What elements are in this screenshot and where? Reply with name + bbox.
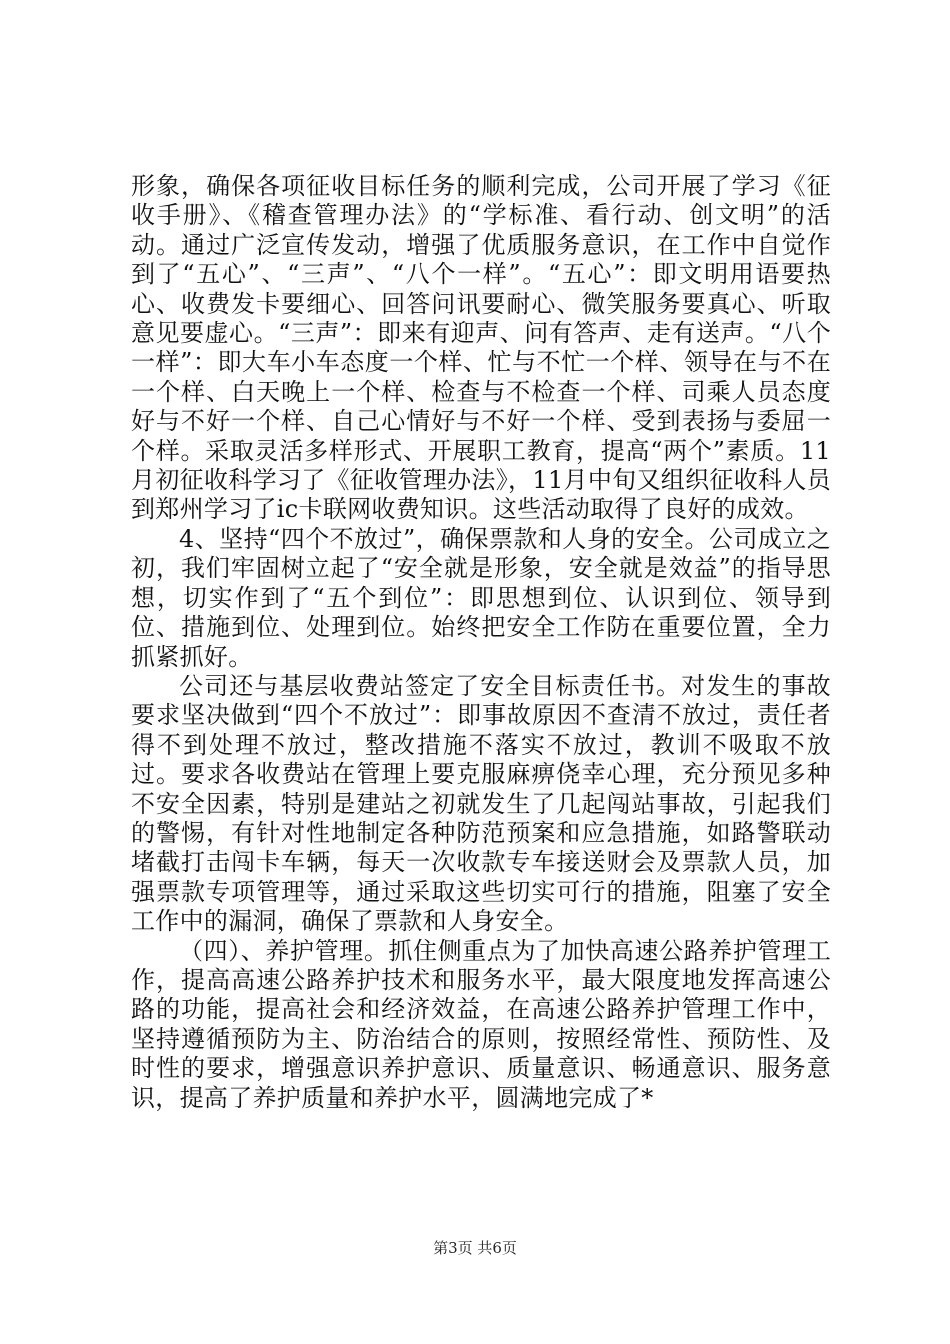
page-footer: 第3页 共6页 (433, 1239, 517, 1257)
document-body (131, 172, 831, 1113)
paragraph-maintenance-management: （四）、养护管理。抓住侧重点为了加快高速公路养护管理工作，提高高速公路养护技术和服务水平，最大限度地发挥高速公路的功能，提高社会和经济效益，在高速公路养护管理工作中，坚持遵循预防为主、防治结合的原则，按照经常性、预防性、及时性的要求，增强意识养护意识、质量意识、畅通意识、服务意识，提高了养护质量和养护水平，圆满地完成了* (131, 936, 831, 1112)
paragraph-safety-four-nots: 4、坚持“四个不放过”，确保票款和人身的安全。公司成立之初，我们牢固树立起了“安全就是形象，安全就是效益”的指导思想，切实作到了“五个到位”：即思想到位、认识到位、领导到位、措施到位、处理到位。始终把安全工作防在重要位置，全力抓紧抓好。 (131, 524, 831, 671)
paragraph-safety-responsibility: 公司还与基层收费站签定了安全目标责任书。对发生的事故要求坚决做到“四个不放过”：即事故原因不查清不放过，责任者得不到处理不放过，整改措施不落实不放过，教训不吸取不放过。要求各收费站在管理上要克服麻痹侥幸心理，充分预见多种不安全因素，特别是建站之初就发生了几起闯站事故，引起我们的警惕，有针对性地制定各种防范预案和应急措施，如路警联动堵截打击闯卡车辆，每天一次收款专车接送财会及票款人员，加强票款专项管理等，通过采取这些切实可行的措施，阻塞了安全工作中的漏洞，确保了票款和人身安全。 (131, 671, 831, 936)
paragraph-service-activities: 形象，确保各项征收目标任务的顺利完成，公司开展了学习《征收手册》、《稽查管理办法》的“学标准、看行动、创文明”的活动。通过广泛宣传发动，增强了优质服务意识，在工作中自觉作到了“五心”、“三声”、“八个一样”。“五心”：即文明用语要热心、收费发卡要细心、回答问讯要耐心、微笑服务要真心、听取意见要虚心。“三声”：即来有迎声、问有答声、走有送声。“八个一样”：即大车小车态度一个样、忙与不忙一个样、领导在与不在一个样、白天晚上一个样、检查与不检查一个样、司乘人员态度好与不好一个样、自己心情好与不好一个样、受到表扬与委屈一个样。采取灵活多样形式、开展职工教育，提高“两个”素质。11月初征收科学习了《征收管理办法》，11月中旬又组织征收科人员到郑州学习了ic卡联网收费知识。这些活动取得了良好的成效。 (131, 172, 831, 524)
